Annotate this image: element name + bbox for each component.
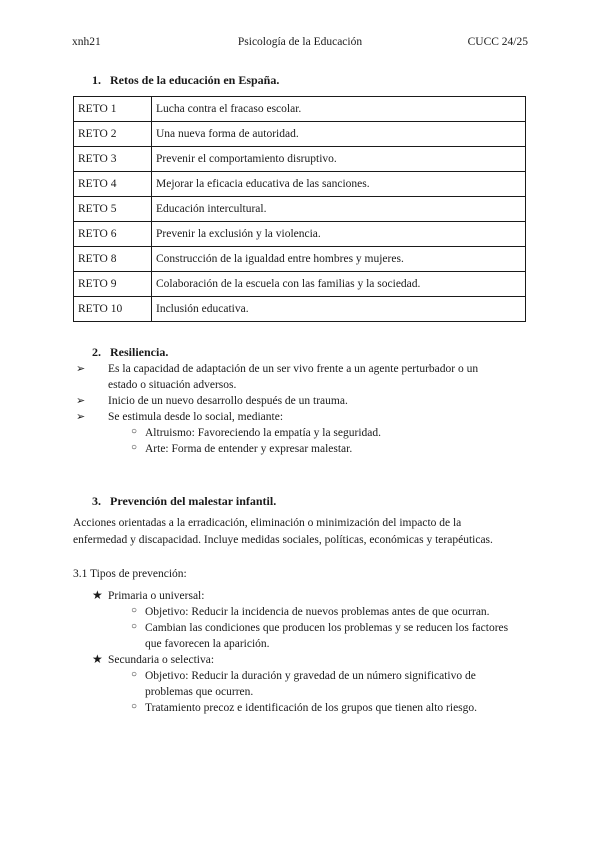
star-bullet-icon: ★	[92, 652, 103, 666]
circle-bullet-icon: ○	[131, 605, 138, 616]
arrow-bullet-icon: ➢	[76, 395, 86, 407]
primaria-item-2-line1: Cambian las condiciones que producen los problemas y se reducen los factores	[145, 622, 509, 634]
reto-description-cell: Colaboración de la escuela con las familias y la sociedad.	[152, 272, 526, 297]
table-row	[74, 247, 526, 272]
reto-number-cell: RETO 9	[74, 272, 152, 297]
reto-number-cell: RETO 2	[74, 122, 152, 147]
resiliencia-bullet-1-line1: Es la capacidad de adaptación de un ser vivo frente a un agente perturbador o un	[108, 363, 479, 375]
reto-description-cell: Mejorar la eficacia educativa de las sanciones.	[152, 172, 526, 197]
section1-number: 1.	[92, 73, 101, 87]
reto-number-cell: RETO 8	[74, 247, 152, 272]
table-row	[74, 197, 526, 222]
table-row	[74, 272, 526, 297]
header-right: CUCC 24/25	[467, 36, 528, 48]
circle-bullet-icon: ○	[131, 442, 138, 453]
reto-number-cell: RETO 10	[74, 297, 152, 322]
reto-description-cell: Prevenir el comportamiento disruptivo.	[152, 147, 526, 172]
resiliencia-sub-1: Altruismo: Favoreciendo la empatía y la seguridad.	[145, 427, 382, 439]
secundaria-item-2: Tratamiento precoz e identificación de los grupos que tienen alto riesgo.	[145, 702, 478, 714]
reto-description-cell: Educación intercultural.	[152, 197, 526, 222]
section3-heading	[92, 494, 276, 509]
section1-heading	[92, 73, 279, 88]
section2-heading	[92, 345, 168, 360]
table-row	[74, 172, 526, 197]
reto-description-cell: Una nueva forma de autoridad.	[152, 122, 526, 147]
resiliencia-bullet-3: Se estimula desde lo social, mediante:	[108, 411, 284, 423]
circle-bullet-icon: ○	[131, 621, 138, 632]
primaria-item-2-line2: que favorecen la aparición.	[145, 638, 270, 650]
header-left: xnh21	[72, 36, 101, 48]
circle-bullet-icon: ○	[131, 669, 138, 680]
table-row	[74, 147, 526, 172]
primaria-item-1: Objetivo: Reducir la incidencia de nuevos problemas antes de que ocurran.	[145, 606, 490, 618]
star-bullet-icon: ★	[92, 588, 103, 602]
arrow-bullet-icon: ➢	[76, 411, 86, 423]
reto-number-cell: RETO 1	[74, 97, 152, 122]
secundaria-label: Secundaria o selectiva:	[108, 654, 215, 666]
resiliencia-sub-2: Arte: Forma de entender y expresar malestar.	[145, 443, 353, 455]
section1-title: Retos de la educación en España.	[110, 73, 280, 87]
reto-number-cell: RETO 3	[74, 147, 152, 172]
section2-title: Resiliencia.	[110, 345, 169, 359]
resiliencia-bullet-2: Inicio de un nuevo desarrollo después de un trauma.	[108, 395, 348, 407]
reto-description-cell: Prevenir la exclusión y la violencia.	[152, 222, 526, 247]
prevencion-paragraph-line1: Acciones orientadas a la erradicación, eliminación o minimización del impacto de la	[73, 517, 462, 529]
section2-number: 2.	[92, 345, 101, 359]
secundaria-item-1-line1: Objetivo: Reducir la duración y gravedad de un número significativo de	[145, 670, 476, 682]
circle-bullet-icon: ○	[131, 426, 138, 437]
reto-number-cell: RETO 4	[74, 172, 152, 197]
secundaria-item-1-line2: problemas que ocurren.	[145, 686, 254, 698]
primaria-label: Primaria o universal:	[108, 590, 205, 602]
reto-number-cell: RETO 5	[74, 197, 152, 222]
header-title: Psicología de la Educación	[237, 36, 363, 48]
section3-number: 3.	[92, 494, 101, 508]
prevencion-paragraph-line2: enfermedad y discapacidad. Incluye medidas sociales, políticas, económicas y terapéuticas.	[73, 534, 493, 546]
reto-description-cell: Lucha contra el fracaso escolar.	[152, 97, 526, 122]
table-row	[74, 222, 526, 247]
tipos-prevencion-subheading: 3.1 Tipos de prevención:	[73, 568, 187, 580]
resiliencia-bullet-1-line2: estado o situación adversos.	[108, 379, 237, 391]
retos-table	[73, 96, 526, 322]
table-row	[74, 297, 526, 322]
section3-title: Prevención del malestar infantil.	[110, 494, 277, 508]
table-row	[74, 122, 526, 147]
reto-number-cell: RETO 6	[74, 222, 152, 247]
circle-bullet-icon: ○	[131, 701, 138, 712]
arrow-bullet-icon: ➢	[76, 363, 86, 375]
reto-description-cell: Construcción de la igualdad entre hombres y mujeres.	[152, 247, 526, 272]
reto-description-cell: Inclusión educativa.	[152, 297, 526, 322]
table-row	[74, 97, 526, 122]
